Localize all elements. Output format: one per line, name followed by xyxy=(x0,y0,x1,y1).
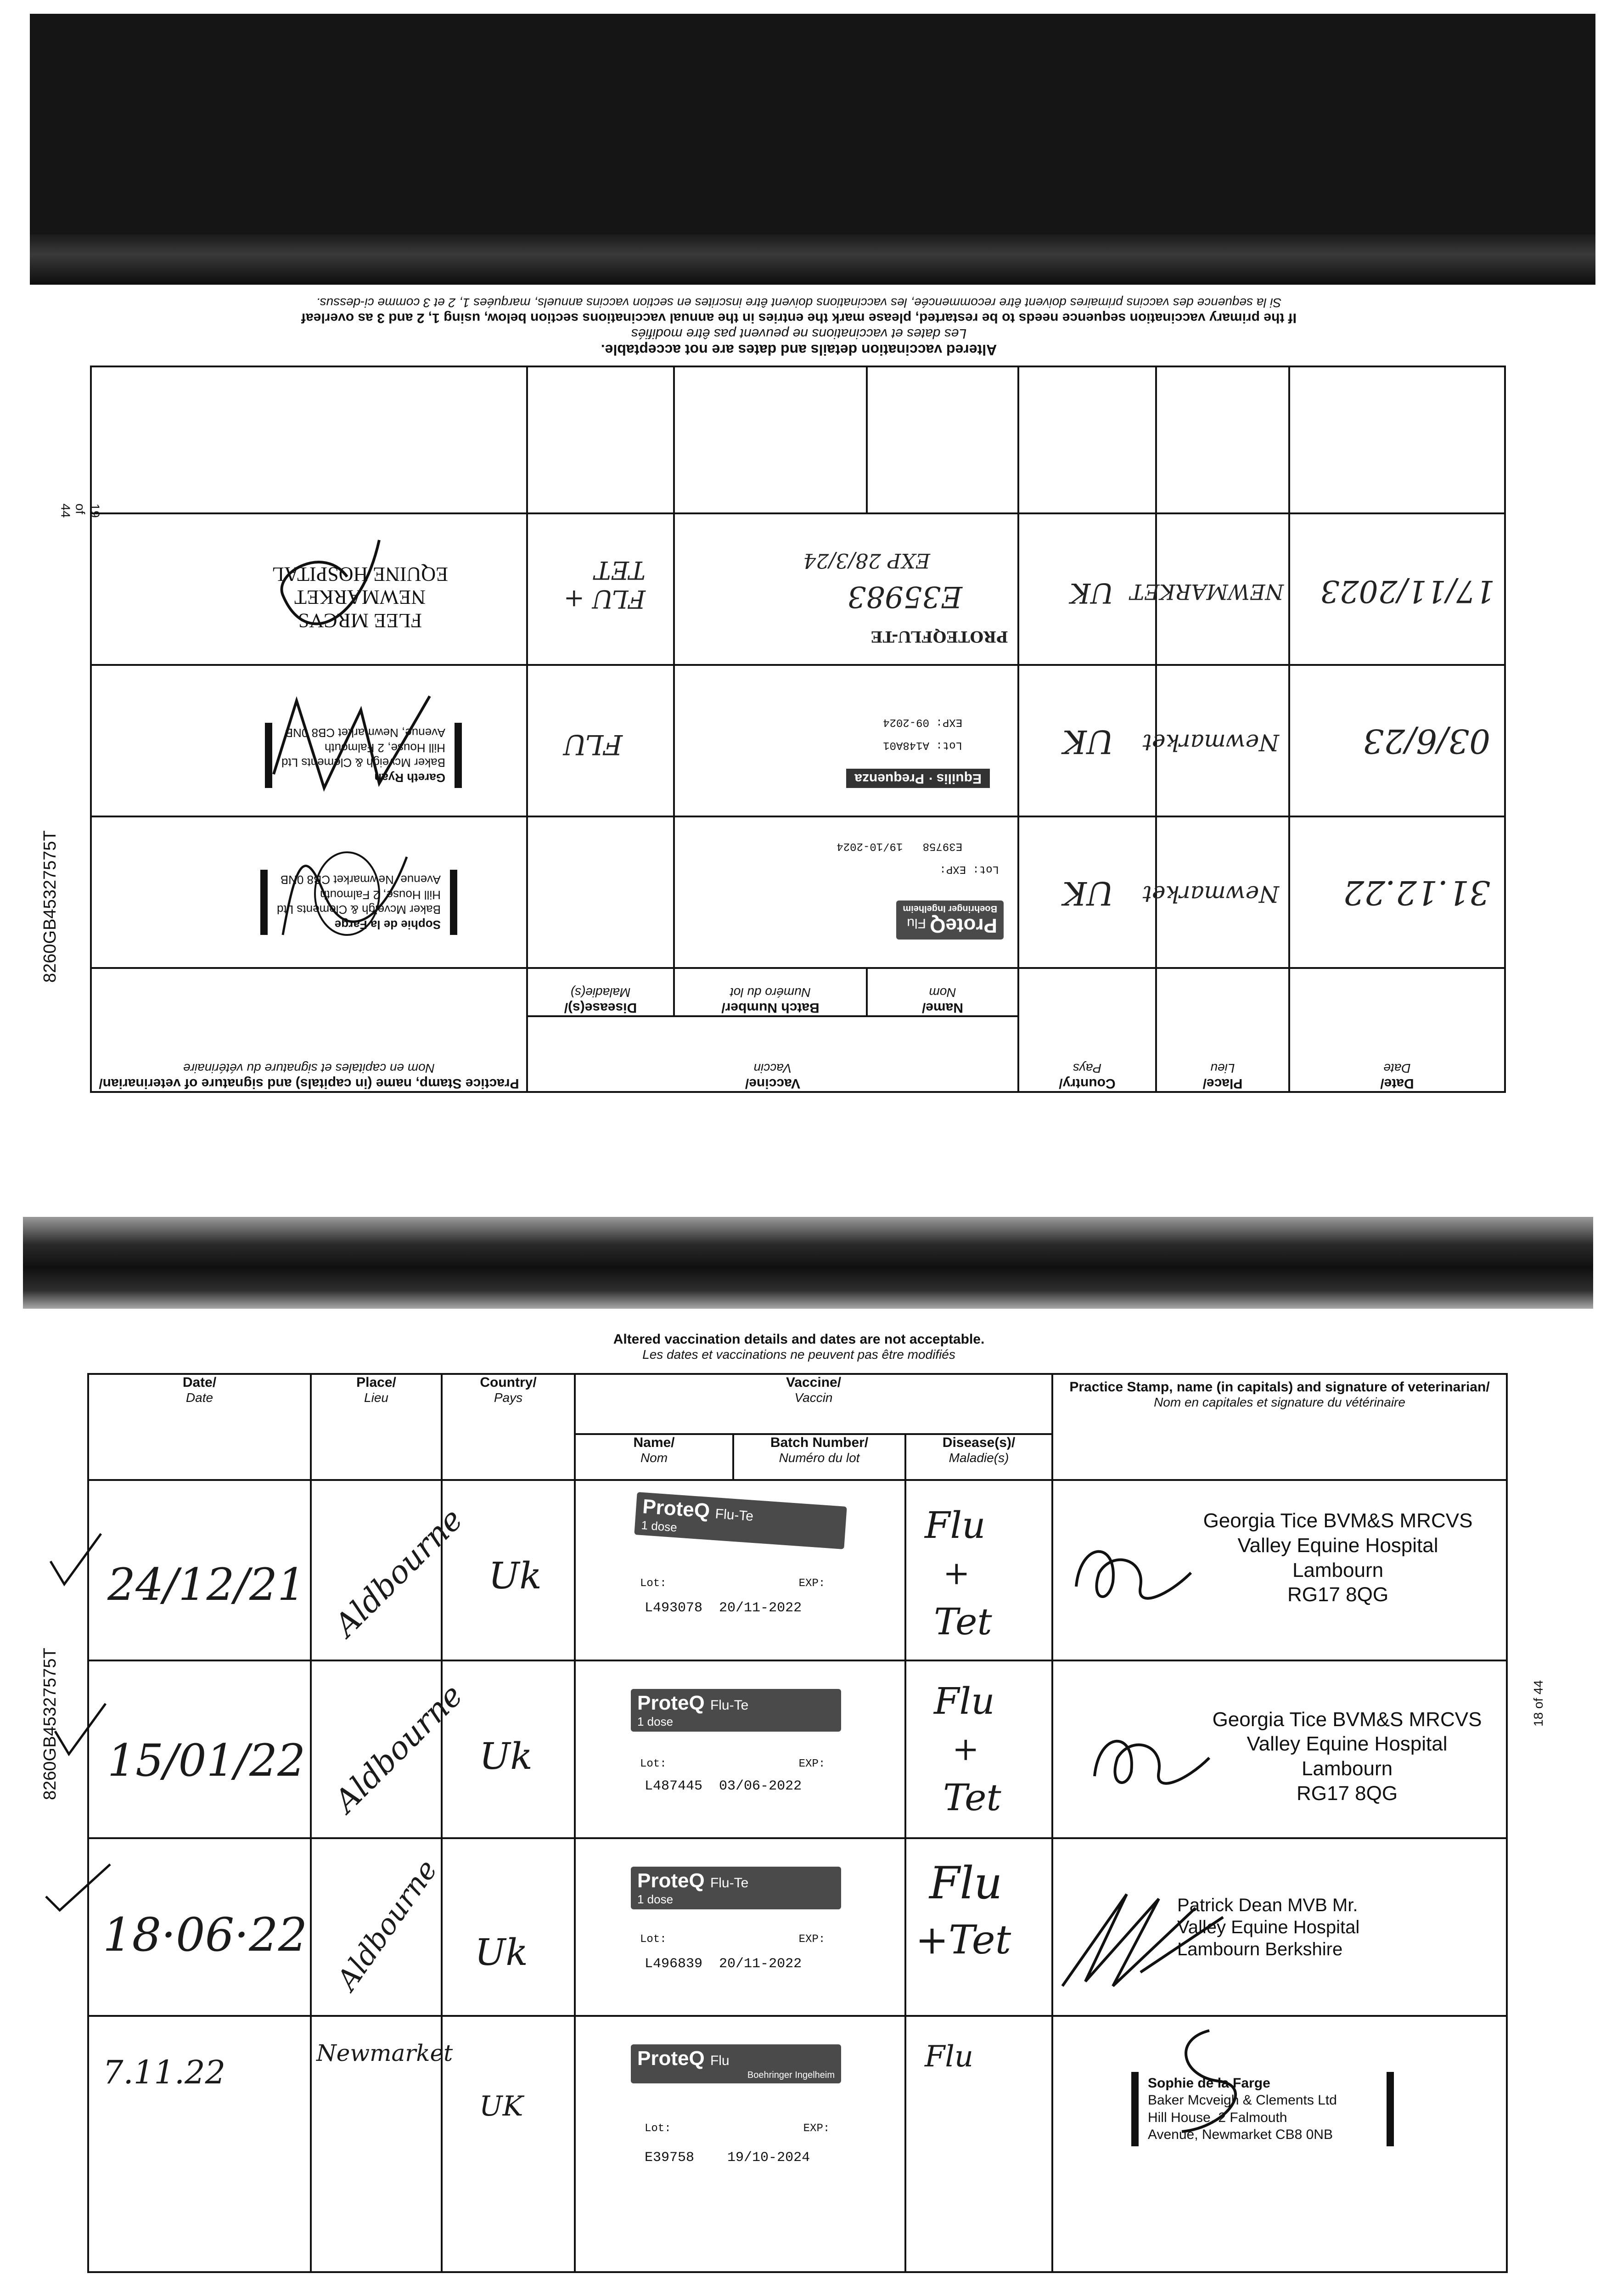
practice-stamp: Sophie de la Farge Baker Mcveigh & Clements Ltd Hill House, 2 Falmouth Avenue, Newmarket CB8 0NB xyxy=(1131,2072,1394,2146)
date-value: 17/11/2023 xyxy=(1320,574,1495,609)
expiry-value: EXP: 09-2024 xyxy=(883,716,962,728)
header-stamp: Practice Stamp, name (in capitals) and signature of veterinarian/ Nom en capitales et signature du vétérinaire xyxy=(1052,1374,1507,1480)
signature-mark xyxy=(278,838,416,949)
notice-fr: Les dates et vaccinations ne peuvent pas être modifiés xyxy=(631,326,967,341)
header-name: Name/ Nom xyxy=(575,1434,733,1480)
header-place: Place/ Lieu xyxy=(1156,968,1289,1092)
batch-value: E39758 19/10-2024 xyxy=(645,2150,810,2166)
disease-value: Flu xyxy=(925,2039,974,2074)
date-value: 03/6/23 xyxy=(1363,722,1490,760)
practice-stamp: Patrick Dean MVB Mr. Valley Equine Hospital Lambourn Berkshire xyxy=(1177,1895,1360,1959)
country-value: UK xyxy=(1062,723,1114,760)
batch-value: Lot: A148A01 xyxy=(883,739,962,751)
check-mark xyxy=(51,1699,110,1768)
header-name: Name/ Nom xyxy=(867,968,1018,1016)
place-value: Aldbourne xyxy=(330,1853,444,1996)
table-row: 31.12.22 Newmarket UK ProteQ Flu Boehringer Ingelheim Lot: EXP: E39758 19/10-2024 Sophie de la Farge Baker Mcveigh & Clements Ltd Hill House, 2 Falmouth Avenue, Newmarket CB8 0NB xyxy=(91,816,1505,968)
notice-restart-en: If the primary vaccination sequence needs to be restarted, please mark the entries in the annual vaccinations section below, using 1, 2 and 3 as overleaf xyxy=(301,310,1297,326)
date-value: 24/12/21 xyxy=(107,1559,306,1611)
side-id-p19: 8260GB45327575T xyxy=(40,830,60,983)
table-row: 18·06·22 Aldbourne Uk ProteQ Flu-Te 1 dose Lot: EXP: L496839 20/11-2022 Flu +Tet Patrick Dean MVB Mr. Valley Equine Hospital Lambourn Berkshire xyxy=(88,1838,1507,2016)
signature-mark xyxy=(269,682,434,802)
country-value: UK xyxy=(1062,874,1114,912)
table-row: 15/01/22 Aldbourne Uk ProteQ Flu-Te 1 dose Lot: EXP: L487445 03/06-2022 Flu + Tet Georgia Tice BVM&S MRCVS Valley Equine Hospital Lambourn RG17 8QG xyxy=(88,1660,1507,1838)
header-stamp: Practice Stamp, name (in capitals) and signature of veterinarian/ Nom en capitales et signature du vétérinaire xyxy=(91,968,527,1092)
place-value: NEWMARKET xyxy=(1130,580,1284,604)
batch-value: L493078 20/11-2022 xyxy=(645,1600,802,1616)
country-value: UK xyxy=(479,2090,523,2122)
vaccine-sticker: ProteQ Flu Boehringer Ingelheim xyxy=(631,2044,841,2083)
page-number: 19 of 44 xyxy=(58,503,102,518)
disease-value: FLU + TET xyxy=(563,556,646,613)
header-place: Place/ Lieu xyxy=(311,1374,442,1480)
vaccine-name: PROTEQFLU-TE xyxy=(870,627,1008,646)
date-value: 31.12.22 xyxy=(1343,873,1490,912)
table-row: 24/12/21 Aldbourne Uk ProteQ Flu-Te 1 dose Lot: EXP: L493078 20/11-2022 Flu + Tet Georgia Tice BVM&S MRCVS Valley Equine Hospital Lambourn RG17 8QG xyxy=(88,1480,1507,1660)
signature-mark xyxy=(269,531,388,650)
check-mark xyxy=(41,1855,115,1924)
header-vaccine: Vaccine/ Vaccin xyxy=(575,1374,1052,1434)
notice-en: Altered vaccination details and dates are not acceptable. xyxy=(613,1332,985,1347)
vaccine-sticker: ProteQ Flu-Te 1 dose xyxy=(631,1867,841,1909)
header-country: Country/ Pays xyxy=(442,1374,575,1480)
vaccine-sticker: ProteQ Flu Boehringer Ingelheim xyxy=(896,900,1004,940)
country-value: Uk xyxy=(489,1554,542,1598)
table-row xyxy=(91,366,1505,513)
vaccine-sticker: ProteQ Flu-Te 1 dose xyxy=(634,1492,847,1549)
notice-restart-fr: Si la sequence des vaccins primaires doivent être recommencée, les vaccinations doivent être inscrites en section vaccins annuels, marquées 1, 2 et 3 comme ci-dessus. xyxy=(316,296,1282,310)
scan-shadow-top xyxy=(30,14,1595,285)
vaccination-table-p18 xyxy=(87,1373,1508,2273)
batch-value: L496839 20/11-2022 xyxy=(645,1956,802,1972)
place-value: Aldbourne xyxy=(327,1501,470,1644)
country-value: Uk xyxy=(479,1734,533,1778)
check-mark xyxy=(46,1529,106,1598)
header-disease: Disease(s)/ Maladie(s) xyxy=(527,968,674,1016)
header-date: Date/ Date xyxy=(1289,968,1505,1092)
side-id-p18: 8260GB45327575T xyxy=(40,1648,60,1800)
page-number: 18 of 44 xyxy=(1531,1680,1545,1727)
signature-mark xyxy=(1154,2021,1255,2141)
practice-stamp: Gareth Ryan Baker Mcveigh & Clements Ltd Hill House, 2 Falmouth Avenue, Newmarket CB8 0NB xyxy=(265,723,462,788)
vaccination-table-p19 xyxy=(90,366,1506,1093)
batch-value: L487445 03/06-2022 xyxy=(645,1778,802,1794)
country-value: Uk xyxy=(475,1930,528,1974)
disease-value: Flu xyxy=(929,1857,1003,1909)
vaccine-sticker: ProteQ Flu-Te 1 dose xyxy=(631,1689,841,1732)
header-disease: Disease(s)/ Maladie(s) xyxy=(905,1434,1052,1480)
table-row: 7.11.22 Newmarket UK ProteQ Flu Boehringer Ingelheim Lot: EXP: E39758 19/10-2024 Flu Sophie de la Farge Baker Mcveigh & Clements Ltd Hill House, 2 Falmouth Avenue, Newmarket CB8 0NB xyxy=(88,2016,1507,2272)
page-19 xyxy=(58,296,1506,1093)
place-value: Newmarket xyxy=(1142,729,1279,756)
notice-en: Altered vaccination details and dates are not acceptable. xyxy=(601,342,997,358)
expiry-value: EXP 28/3/24 xyxy=(803,549,930,572)
table-row xyxy=(91,513,1505,665)
date-value: 15/01/22 xyxy=(107,1734,306,1786)
disease-value: FLU xyxy=(563,728,623,760)
page-18 xyxy=(87,1373,1506,2273)
practice-stamp: Georgia Tice BVM&S MRCVS Valley Equine Hospital Lambourn RG17 8QG xyxy=(1203,1509,1473,1606)
disease-value: Flu xyxy=(934,1679,995,1722)
batch-value: E39758 19/10-2024 xyxy=(837,840,962,852)
table-row xyxy=(91,665,1505,816)
header-date: Date/ Date xyxy=(88,1374,311,1480)
header-vaccine: Vaccine/ Vaccin xyxy=(527,1016,1018,1092)
header-batch: Batch Number/ Numéro du lot xyxy=(733,1434,905,1480)
practice-stamp: Georgia Tice BVM&S MRCVS Valley Equine Hospital Lambourn RG17 8QG xyxy=(1212,1708,1482,1805)
header-batch: Batch Number/ Numéro du lot xyxy=(674,968,867,1016)
country-value: UK xyxy=(1070,577,1114,609)
date-value: 7.11.22 xyxy=(103,2053,226,2091)
place-value: Aldbourne xyxy=(327,1677,470,1819)
date-value: 18·06·22 xyxy=(103,1908,308,1962)
header-country: Country/ Pays xyxy=(1018,968,1156,1092)
practice-stamp: Sophie de la Farge Baker Mcveigh & Clements Ltd Hill House, 2 Falmouth Avenue, Newmarket CB8 0NB xyxy=(260,870,457,935)
place-value: Newmarket xyxy=(1142,881,1279,907)
place-value: Newmarket xyxy=(316,2039,453,2066)
disease-value: Flu xyxy=(925,1504,986,1547)
practice-stamp: FLEE MRCVS NEWMARKET EQUINE HOSPITAL xyxy=(272,563,448,632)
batch-value: E35983 xyxy=(847,580,962,613)
vaccine-label: Equilis · Prequenza xyxy=(846,769,990,788)
book-spine-shadow xyxy=(23,1217,1593,1309)
notice-fr: Les dates et vaccinations ne peuvent pas être modifiés xyxy=(642,1347,955,1362)
